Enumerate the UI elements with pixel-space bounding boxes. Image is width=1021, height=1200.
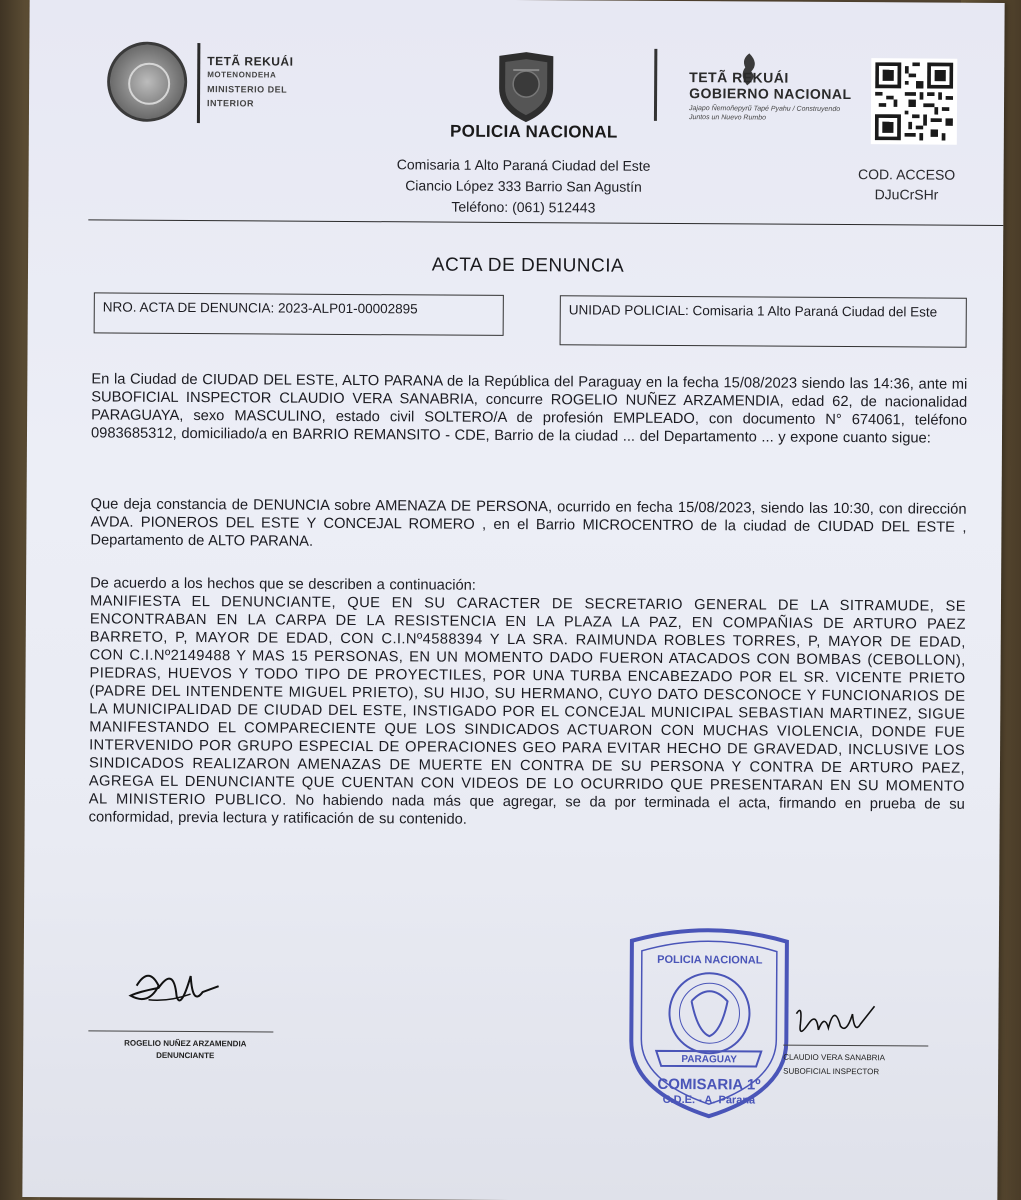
police-stamp: [621, 921, 797, 1122]
gov-logo-line2: GOBIERNO NACIONAL: [689, 85, 852, 103]
statement-intro: De acuerdo a los hechos que se describen a continuación:: [90, 575, 476, 594]
complainant-signature-block: [105, 1038, 265, 1063]
address-line: Teléfono: (061) 512443: [451, 198, 596, 216]
police-logo-title: POLICIA NACIONAL: [450, 121, 618, 142]
logo-divider: [197, 43, 200, 123]
ministry-logo-sub1: MOTENONDEHA: [207, 70, 277, 80]
ministry-logo-sub2: MINISTERIO DEL INTERIOR: [206, 84, 287, 109]
government-logo-motto: Jajapo Ñemoñepyrũ Tapé Pyahu / Construyendo Juntos un Nuevo Rumbo: [688, 105, 841, 122]
officer-role: SUBOFICIAL INSPECTOR: [783, 1066, 880, 1077]
document-title: ACTA DE DENUNCIA: [431, 254, 625, 277]
stamp-bottom-line1: COMISARIA 1º: [657, 1075, 761, 1094]
header-divider: [88, 219, 1003, 226]
complainant-signature: [118, 956, 228, 1027]
stamp-bottom-line2: C.D.E. - A. Paraná: [662, 1093, 756, 1107]
station-address: [363, 154, 683, 219]
stamp-ribbon-text: PARAGUAY: [681, 1054, 738, 1066]
acta-number-box: NRO. ACTA DE DENUNCIA: 2023-ALP01-00002895: [94, 292, 504, 336]
national-seal-icon: [107, 42, 187, 122]
ministry-logo: [207, 54, 307, 111]
police-shield-icon: [491, 50, 561, 124]
address-line: Comisaria 1 Alto Paraná Ciudad del Este: [396, 156, 651, 174]
access-code-label: COD. ACCESO: [857, 166, 956, 183]
qr-code-icon: [871, 58, 958, 145]
ministry-logo-title: TETÃ REKUÁI: [207, 54, 294, 69]
complainant-role: DENUNCIANTE: [156, 1050, 215, 1061]
incident-paragraph: Que deja constancia de DENUNCIA sobre AMENAZA DE PERSONA, ocurrido en fecha 15/08/2023, siendo las 10:30, con dirección AVDA. PIONEROS DEL ESTE Y CONCEJAL ROMERO , en el Barrio MICROCENTRO de la ciudad de CIUDAD DEL ESTE , Departamento de ALTO PARANA.: [90, 496, 967, 550]
government-logo-title: [689, 69, 852, 102]
officer-signature: [788, 994, 878, 1045]
address-line: Ciancio López 333 Barrio San Agustín: [405, 177, 642, 195]
police-unit-box: UNIDAD POLICIAL: Comisaria 1 Alto Paraná Ciudad del Este: [560, 295, 967, 347]
officer-name: CLAUDIO VERA SANABRIA: [783, 1052, 886, 1063]
statement-body: MANIFIESTA EL DENUNCIANTE, QUE EN SU CARACTER DE SECRETARIO GENERAL DE LA SITRAMUDE, SE ENCONTRABAN EN LA CARPA DE LA RESISTENCIA EN LA PLAZA LA PAZ, EN COMPAÑIAS DE ARTURO PAEZ BARRETO, P, MAYOR DE EDAD, CON C.I.Nº4588394 Y LA SRA. RAIMUNDA ROBLES TORRES, P, MAYOR DE EDAD, CON C.I.Nº2149488 Y MAS 15 PERSONAS, EN UN MOMENTO DADO FUERON ATACADOS CON BOMBAS (CEBOLLON), PIEDRAS, HUEVOS Y TODO TIPO DE PROYECTILES, POR UNA TURBA ENCABEZADO POR EL SR. VICENTE PRIETO (PADRE DEL INTENDENTE MIGUEL PRIETO), SU HIJO, SU HERMANO, CUYO DATO DESCONOCE Y FUNCIONARIOS DE LA MUNICIPALIDAD DE CIUDAD DEL ESTE, INSTIGADO POR EL CONCEJAL MUNICIPAL SEBASTIAN MARTINEZ, SIGUE MANIFESTANDO EL COMPARECIENTE QUE LOS SINDICADOS ACTUARON CON MUCHAS VIOLENCIA, DONDE FUE INTERVENIDO POR GRUPO ESPECIAL DE OPERACIONES GEO PARA EVITAR HECHO DE GRAVEDAD, INCLUSIVE LOS SINDICADOS REALIZARON AMENAZAS DE MUERTE EN CONTRA DE SU PERSONA Y CONTRA DE ARTURO PAEZ, AGREGA EL DENUNCIANTE QUE CUENTAN CON VIDEOS DE LO OCURRIDO QUE PRESENTARAN EN SU MOMENTO AL MINISTERIO PUBLICO.: [88, 593, 967, 809]
statement-paragraph: [89, 574, 967, 831]
access-code-value: DJuCrSHr: [874, 186, 939, 203]
statement-closing: No habiendo nada más que agregar, se da por terminada el acta, firmando en prueba de su conformidad, previa lectura y ratificación de su contenido.: [88, 792, 965, 828]
access-code: [846, 164, 966, 205]
complainant-signature-line: [88, 1030, 273, 1032]
document-page: [22, 0, 1004, 1200]
officer-signature-block: [783, 1051, 933, 1080]
stamp-top-text: POLICIA NACIONAL: [657, 953, 763, 967]
intro-paragraph: En la Ciudad de CIUDAD DEL ESTE, ALTO PARANA de la República del Paraguay en la fecha 15/08/2023 siendo las 14:36, ante mi SUBOFICIAL INSPECTOR CLAUDIO VERA SANABRIA, concurre ROGELIO NUÑEZ ARZAMENDIA, edad 62, de nacionalidad PARAGUAYA, sexo MASCULINO, estado civil SOLTERO/A de profesión EMPLEADO, con documento N° 674061, teléfono 0983685312, domiciliado/a en BARRIO REMANSITO - CDE, Barrio de la ciudad ... del Departamento ... y expone cuanto sigue:: [90, 371, 968, 447]
gov-logo-line1: TETÃ REKUÁI: [689, 69, 789, 86]
complainant-name: ROGELIO NUÑEZ ARZAMENDIA: [124, 1038, 247, 1049]
officer-signature-line: [783, 1045, 928, 1047]
